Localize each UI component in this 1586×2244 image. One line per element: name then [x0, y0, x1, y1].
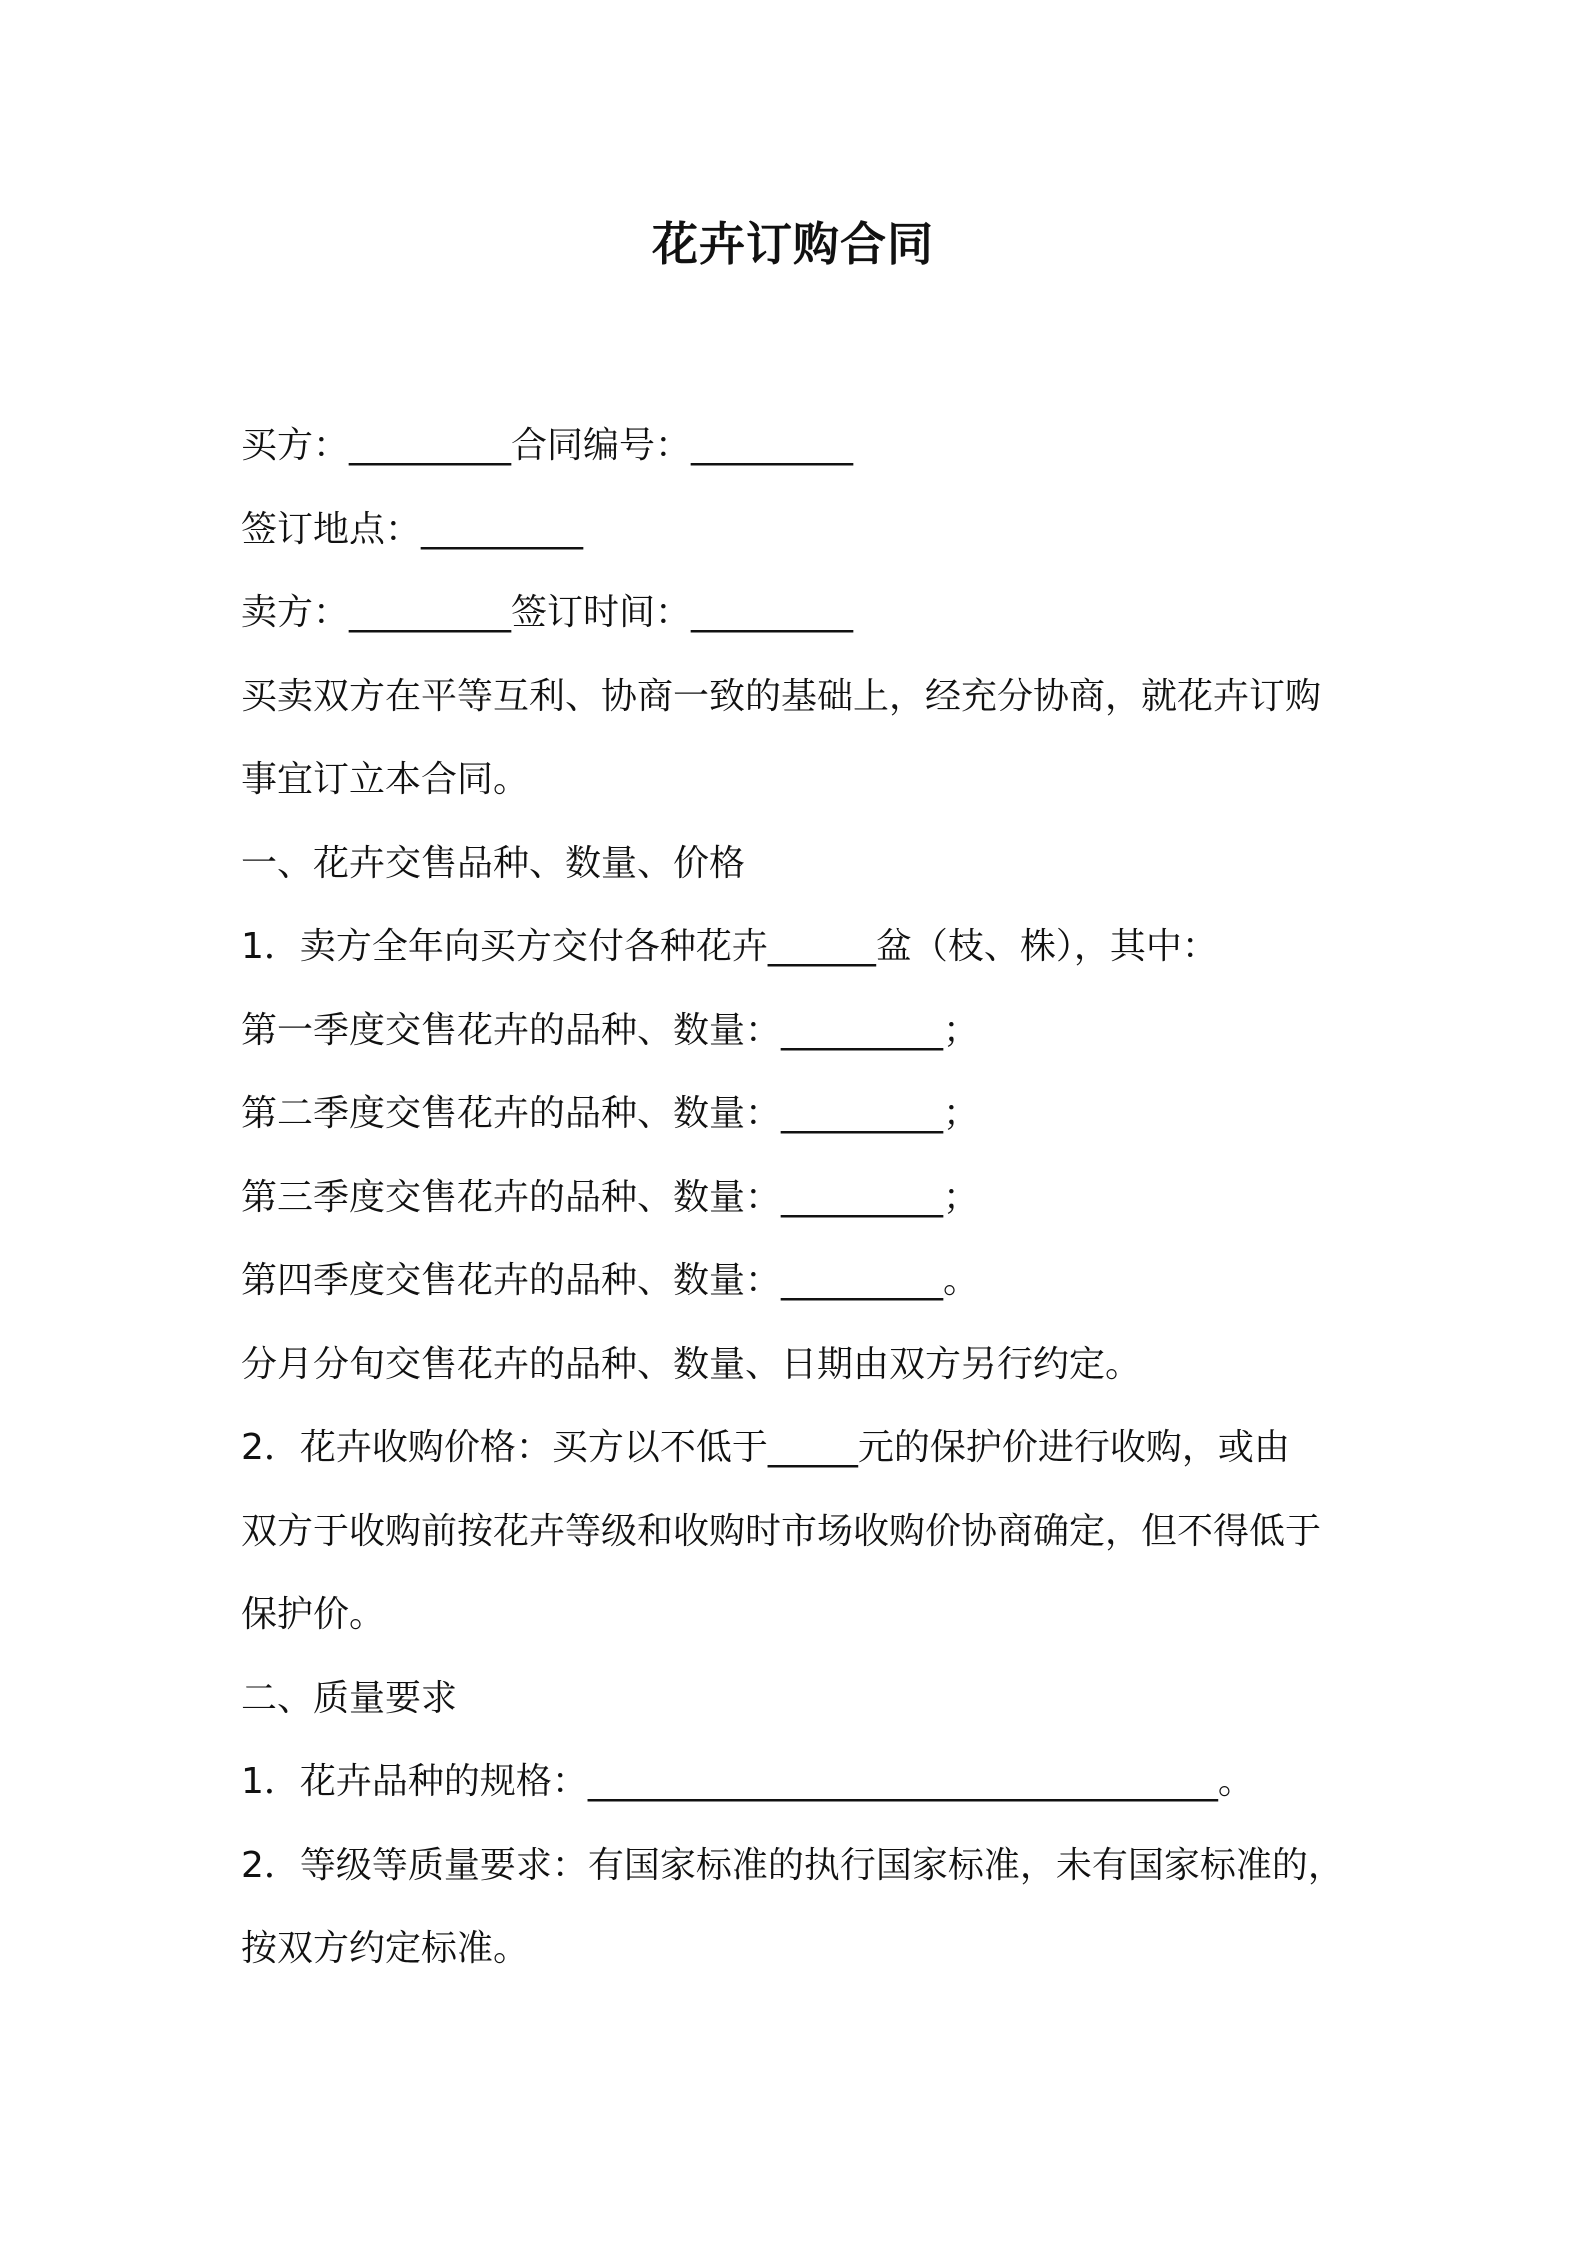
clause-2-2-line-2: 按双方约定标准。 — [241, 1928, 530, 1969]
seller-signing-time-line: 卖方：_________签订时间：_________ — [241, 592, 854, 633]
signing-place-line: 签订地点：_________ — [241, 508, 584, 550]
section-2-heading: 二、质量要求 — [241, 1677, 458, 1719]
clause-2-2-line-1: 2．等级等质量要求：有国家标准的执行国家标准，未有国家标准的， — [241, 1844, 1344, 1886]
quarter-1-line: 第一季度交售花卉的品种、数量：_________； — [241, 1009, 980, 1051]
section-1-heading: 一、花卉交售品种、数量、价格 — [241, 842, 746, 884]
clause-1-2-line-2: 双方于收购前按花卉等级和收购时市场收购价协商确定，但不得低于 — [241, 1510, 1322, 1552]
preamble-line-2: 事宜订立本合同。 — [241, 759, 530, 800]
clause-1-1: 1．卖方全年向买方交付各种花卉______盆（枝、株），其中： — [241, 926, 1218, 967]
clause-1-2-line-1: 2．花卉收购价格：买方以不低于_____元的保护价进行收购，或由 — [241, 1427, 1290, 1468]
document-body — [241, 404, 1381, 1991]
document-title: 花卉订购合同 — [652, 217, 934, 271]
quarter-4-line: 第四季度交售花卉的品种、数量：_________。 — [241, 1260, 980, 1301]
clause-2-1: 1．花卉品种的规格：___________________________________。 — [241, 1761, 1254, 1802]
buyer-contract-number-line: 买方：_________合同编号：_________ — [241, 425, 854, 466]
quarter-3-line: 第三季度交售花卉的品种、数量：_________； — [241, 1176, 980, 1218]
monthly-delivery-line: 分月分旬交售花卉的品种、数量、日期由双方另行约定。 — [241, 1343, 1142, 1385]
clause-1-2-line-3: 保护价。 — [241, 1594, 386, 1635]
preamble-line-1: 买卖双方在平等互利、协商一致的基础上，经充分协商，就花卉订购 — [241, 675, 1322, 717]
quarter-2-line: 第二季度交售花卉的品种、数量：_________； — [241, 1093, 980, 1134]
